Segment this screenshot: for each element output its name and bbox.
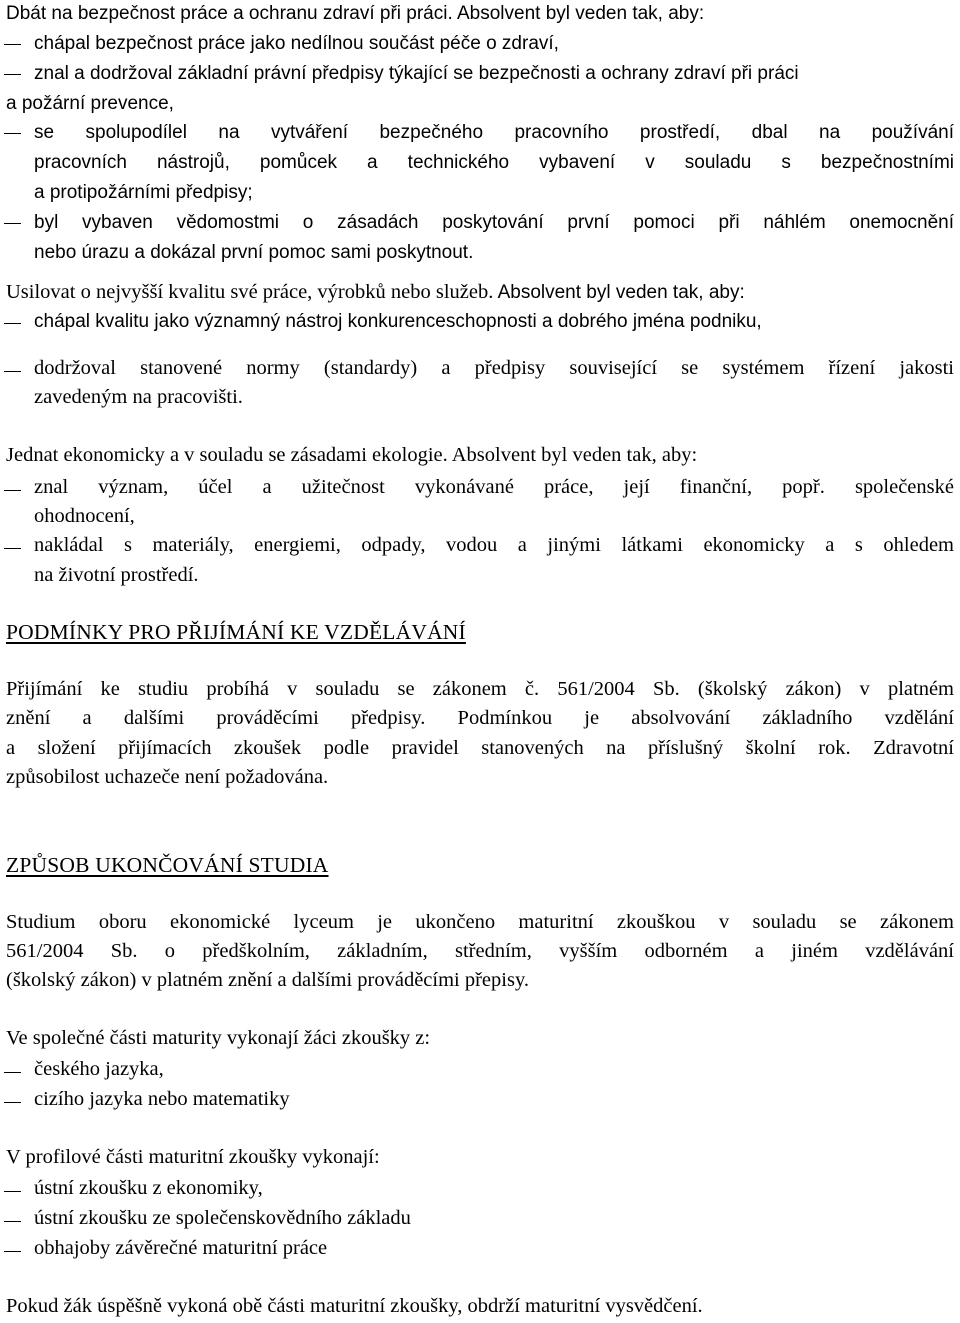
admission-heading: PODMÍNKY PRO PŘIJÍMÁNÍ KE VZDĚLÁVÁNÍ	[6, 620, 466, 644]
profile-part-intro: V profilové části maturitní zkoušky vykonají:	[6, 1146, 380, 1168]
list-item-text-cont: ohodnocení,	[34, 505, 135, 527]
dash-bullet	[4, 44, 21, 45]
list-item-text: obhajoby závěrečné maturitní práce	[34, 1237, 328, 1259]
list-item-text-cont: pracovních nástrojů, pomůcek a technického vybavení v souladu s bezpečnostními	[34, 152, 954, 173]
quality-intro	[6, 281, 745, 304]
dash-bullet	[4, 223, 21, 224]
list-item-text-cont: a protipožárními předpisy;	[34, 182, 253, 203]
paragraph-line: a složení přijímacích zkoušek podle pravidel stanovených na příslušný školní rok. Zdravotní	[6, 737, 954, 759]
paragraph-line: Studium oboru ekonomické lyceum je ukončeno maturitní zkouškou v souladu se zákonem	[6, 911, 954, 933]
list-item-text-cont: a požární prevence,	[6, 93, 174, 114]
list-item-text-wrap	[34, 152, 954, 174]
dash-bullet	[4, 1072, 21, 1073]
list-item-text: ústní zkoušku ze společenskovědního základu	[34, 1207, 411, 1229]
dash-bullet	[4, 1221, 21, 1222]
paragraph-line: způsobilost uchazeče není požadována.	[6, 766, 329, 788]
list-item-text-wrap	[34, 357, 954, 380]
list-item-text: chápal bezpečnost práce jako nedílnou součást péče o zdraví,	[34, 33, 559, 54]
paragraph-line: znění a dalšími prováděcími předpisy. Podmínkou je absolvování základního vzdělání	[6, 707, 954, 729]
dash-bullet	[4, 371, 21, 372]
dash-bullet	[4, 133, 21, 134]
list-item-text: byl vybaven vědomostmi o zásadách poskytování první pomoci při náhlém onemocnění	[34, 212, 954, 233]
dash-bullet	[4, 490, 21, 491]
list-item-text: cizího jazyka nebo matematiky	[34, 1088, 290, 1110]
list-item-text-wrap	[34, 212, 954, 234]
paragraph-line: 561/2004 Sb. o předškolním, základním, středním, vyšším odborném a jiném vzdělávání	[6, 940, 954, 962]
paragraph-line-wrap	[6, 737, 954, 760]
final-sentence: Pokud žák úspěšně vykoná obě části maturitní zkoušky, obdrží maturitní vysvědčení.	[6, 1295, 703, 1317]
list-item-text-cont: na životní prostředí.	[34, 564, 199, 586]
dash-bullet	[4, 1102, 21, 1103]
list-item-text: znal a dodržoval základní právní předpisy týkající se bezpečnosti a ochrany zdraví při práci	[34, 63, 799, 84]
list-item-text: ústní zkoušku z ekonomiky,	[34, 1177, 263, 1199]
list-item-text: dodržoval stanovené normy (standardy) a předpisy související se systémem řízení jakosti	[34, 357, 954, 379]
list-item-text-wrap	[34, 122, 954, 144]
quality-intro-lead: Usilovat o nejvyšší kvalitu své práce, výrobků nebo služeb.	[6, 281, 494, 303]
dash-bullet	[4, 74, 21, 75]
dash-bullet	[4, 1251, 21, 1252]
list-item-text: českého jazyka,	[34, 1058, 164, 1080]
list-item-text: chápal kvalitu jako významný nástroj konkurenceschopnosti a dobrého jména podniku,	[34, 311, 762, 332]
list-item-text-cont: nebo úrazu a dokázal první pomoc sami poskytnout.	[34, 242, 474, 263]
completion-heading: ZPŮSOB UKONČOVÁNÍ STUDIA	[6, 853, 329, 877]
paragraph-line-wrap	[6, 678, 954, 701]
list-item-text-wrap	[34, 534, 954, 557]
list-item-text-wrap	[34, 476, 954, 499]
paragraph-line: (školský zákon) v platném znění a dalšími prováděcími přepisy.	[6, 969, 529, 991]
list-item-text: znal význam, účel a užitečnost vykonávané práce, její finanční, popř. společenské	[34, 476, 954, 498]
paragraph-line: Přijímání ke studiu probíhá v souladu se zákonem č. 561/2004 Sb. (školský zákon) v platném	[6, 678, 954, 700]
dash-bullet	[4, 1191, 21, 1192]
quality-intro-tail: Absolvent byl veden tak, aby:	[493, 282, 745, 303]
common-part-intro: Ve společné části maturity vykonají žáci zkoušky z:	[6, 1027, 431, 1049]
dash-bullet	[4, 323, 21, 324]
economy-intro: Jednat ekonomicky a v souladu se zásadami ekologie. Absolvent byl veden tak, aby:	[6, 444, 698, 466]
list-item-text-cont: zavedeným na pracovišti.	[34, 386, 243, 408]
list-item-text: se spolupodílel na vytváření bezpečného pracovního prostředí, dbal na používání	[34, 122, 954, 143]
paragraph-line-wrap	[6, 707, 954, 730]
dash-bullet	[4, 548, 21, 549]
safety-intro: Dbát na bezpečnost práce a ochranu zdraví při práci. Absolvent byl veden tak, aby:	[6, 3, 705, 24]
paragraph-line-wrap	[6, 911, 954, 934]
list-item-text: nakládal s materiály, energiemi, odpady, vodou a jinými látkami ekonomicky a s ohledem	[34, 534, 954, 556]
paragraph-line-wrap	[6, 940, 954, 963]
